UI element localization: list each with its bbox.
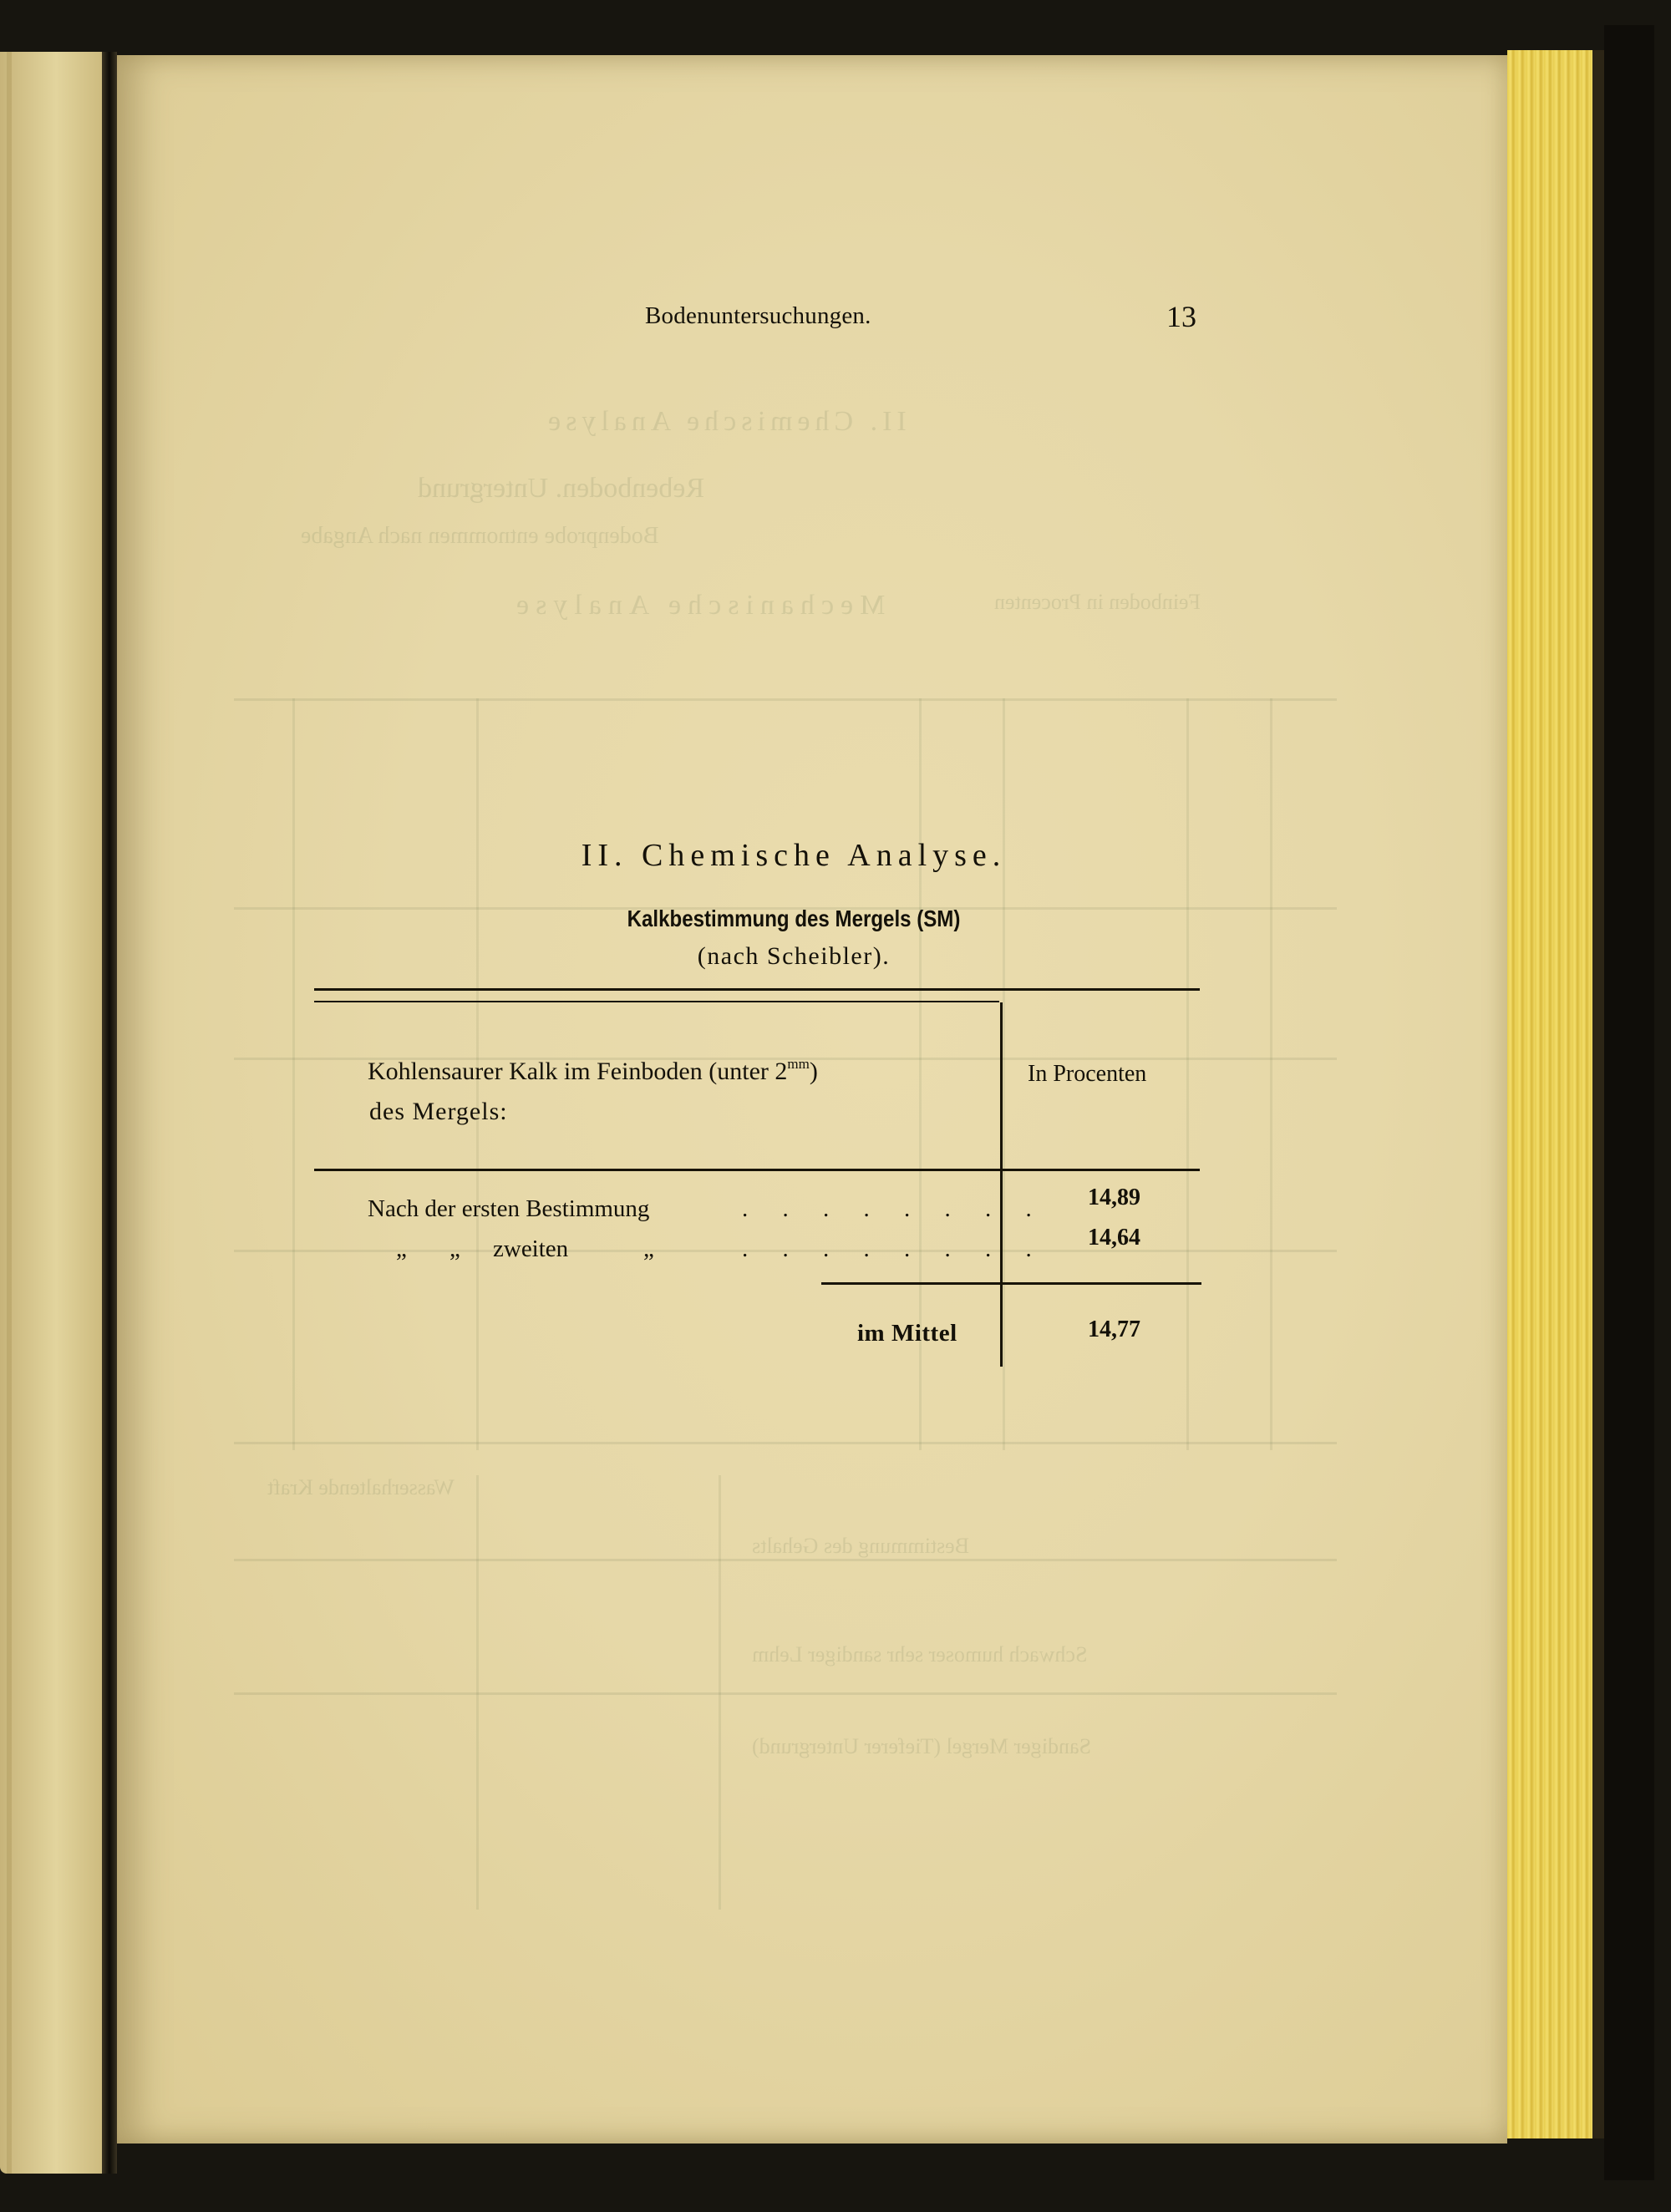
book-cover: [1604, 25, 1654, 2180]
method-note: (nach Scheibler).: [697, 942, 891, 970]
mean-rule: [821, 1282, 1201, 1285]
ditto-mark: „: [449, 1235, 460, 1262]
column-header-right: In Procenten: [1028, 1061, 1147, 1087]
running-head: Bodenuntersuchungen.: [645, 302, 871, 329]
section-title: II. Chemische Analyse.: [581, 838, 1007, 873]
row-value-first: 14,89: [1088, 1185, 1140, 1210]
page-edges: [1507, 50, 1604, 2138]
header-bottom-rule: [314, 1169, 1200, 1171]
ditto-mark: „: [396, 1235, 407, 1262]
row-value-second: 14,64: [1088, 1225, 1140, 1251]
facing-page-edge: [0, 52, 102, 2174]
mean-label: im Mittel: [857, 1320, 957, 1347]
book-page: II. Chemische Analyse Rebenboden. Untergrund Bodenprobe entnommen nach Angabe Mechanische Analyse Feinboden in Procenten Wasserhaltende Kraft Bestimmung des Gehalts Schwach humoser sehr sandiger Lehm Sandiger Mergel (Tieferer Untergrund): [117, 55, 1507, 2144]
mean-value: 14,77: [1088, 1317, 1140, 1342]
page-number: 13: [1166, 300, 1196, 333]
column-divider: [1000, 1002, 1003, 1367]
row-leader-first: . . . . . . . .: [742, 1195, 1046, 1222]
ditto-mark: „: [643, 1235, 654, 1262]
row-leader-second: . . . . . . . .: [742, 1235, 1046, 1262]
table-top-rule: [314, 988, 1200, 991]
book-gutter: [102, 52, 117, 2174]
table-top-rule-thin: [314, 1001, 999, 1002]
row-label-second: zweiten: [493, 1235, 569, 1262]
column-header-left: Kohlensaurer Kalk im Feinboden (unter $2^{mm}$) des Mergels:: [368, 1056, 818, 1125]
row-label-first: Nach der ersten Bestimmung: [368, 1195, 650, 1222]
table-title: Kalkbestimmung des Mergels (SM): [627, 906, 961, 931]
